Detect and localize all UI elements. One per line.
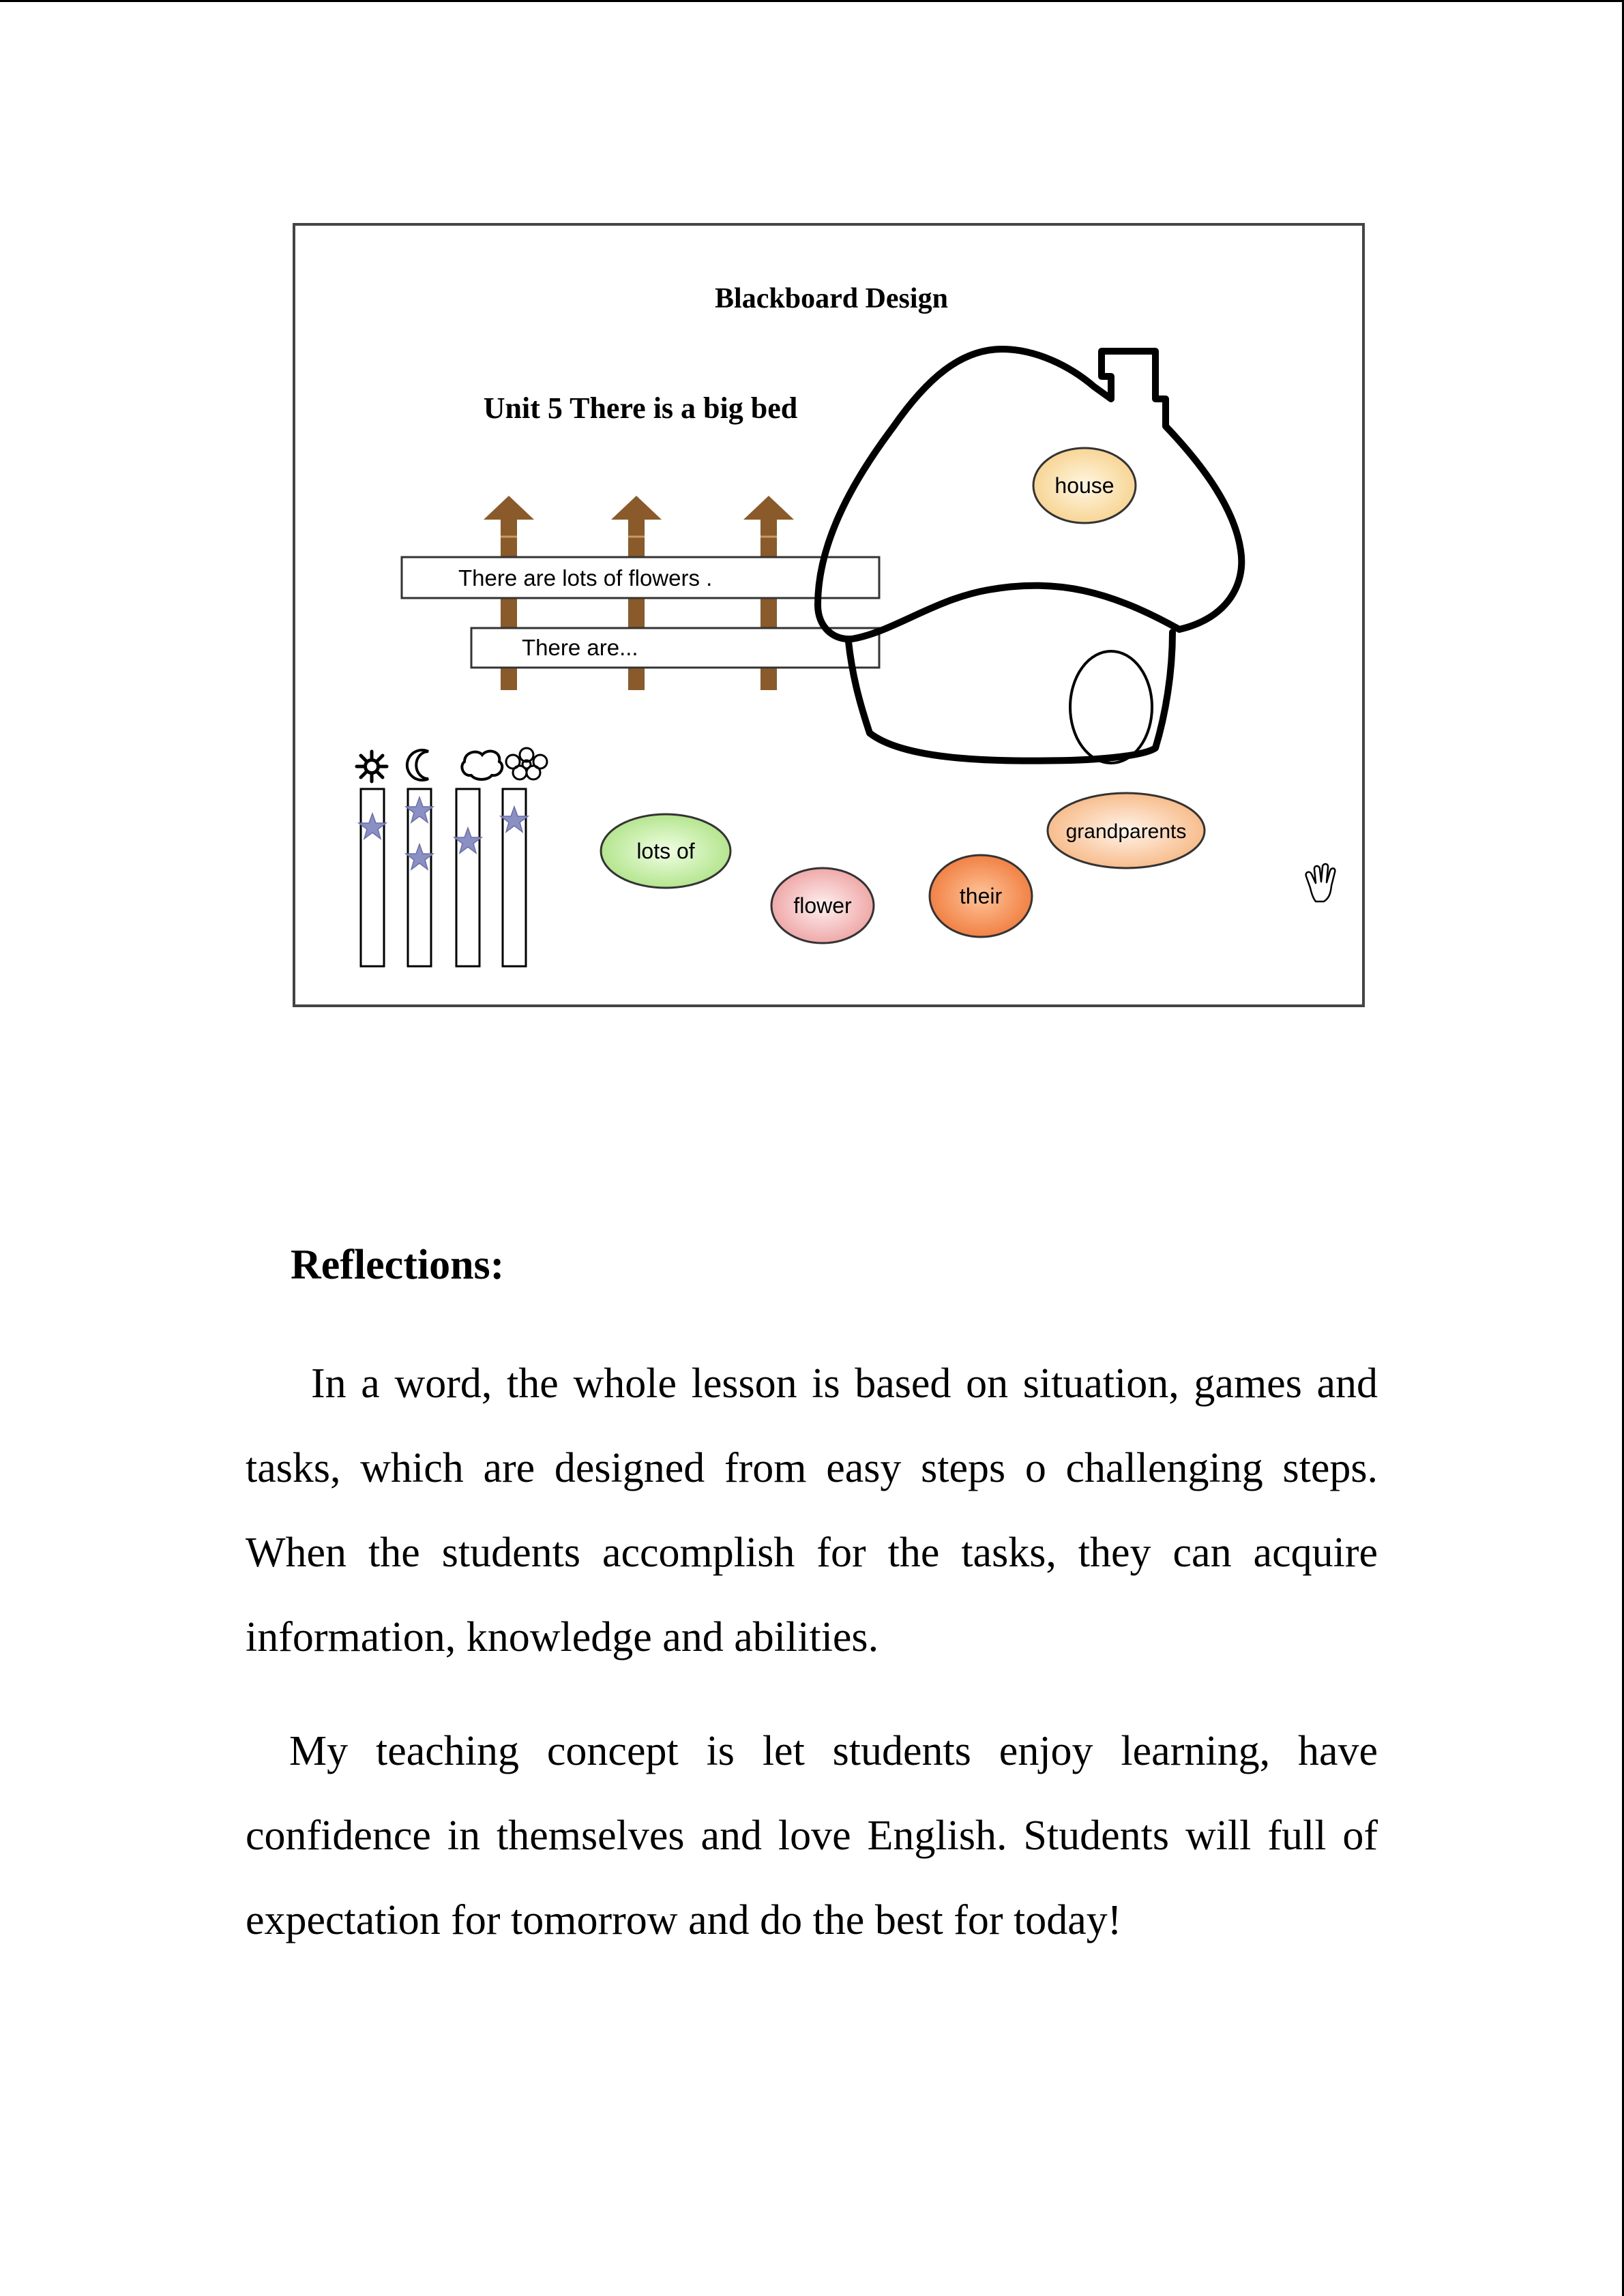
word-bubble-their [930, 855, 1032, 937]
word-lots-of: lots of [636, 839, 695, 863]
blackboard-svg [293, 223, 1365, 1007]
sentence-2-text: There are... [522, 635, 638, 660]
reflections-paragraph-1: In a word, the whole lesson is based on situation, games and tasks, which are designed from easy steps o challenging steps. When the students accomplish for the tasks, they can acquire information, knowledge and abilities. [246, 1360, 1378, 1660]
word-bubble-lots-of [601, 814, 730, 888]
word-bubble-house [1033, 448, 1136, 523]
reflections-paragraph-2: My teaching concept is let students enjoy learning, have confidence in themselves and love English. Students will full of expectation for tomorrow and do the best for today! [246, 1728, 1378, 1943]
weather-column-cloud [456, 789, 479, 966]
word-their: their [959, 884, 1003, 908]
sentence-1-text: There are lots of flowers . [458, 565, 713, 591]
word-grandparents: grandparents [1065, 820, 1187, 843]
word-flower: flower [793, 893, 852, 918]
reflections-heading: Reflections: [291, 1242, 505, 1288]
figure-title: Blackboard Design [715, 283, 948, 314]
page-top-border [0, 0, 1624, 2]
blackboard-design-figure [293, 223, 1365, 1007]
sun-icon [357, 751, 387, 781]
unit-title: Unit 5 There is a big bed [483, 391, 798, 425]
word-bubble-grandparents [1048, 793, 1205, 868]
word-house: house [1054, 473, 1114, 498]
word-bubble-flower [771, 868, 874, 943]
